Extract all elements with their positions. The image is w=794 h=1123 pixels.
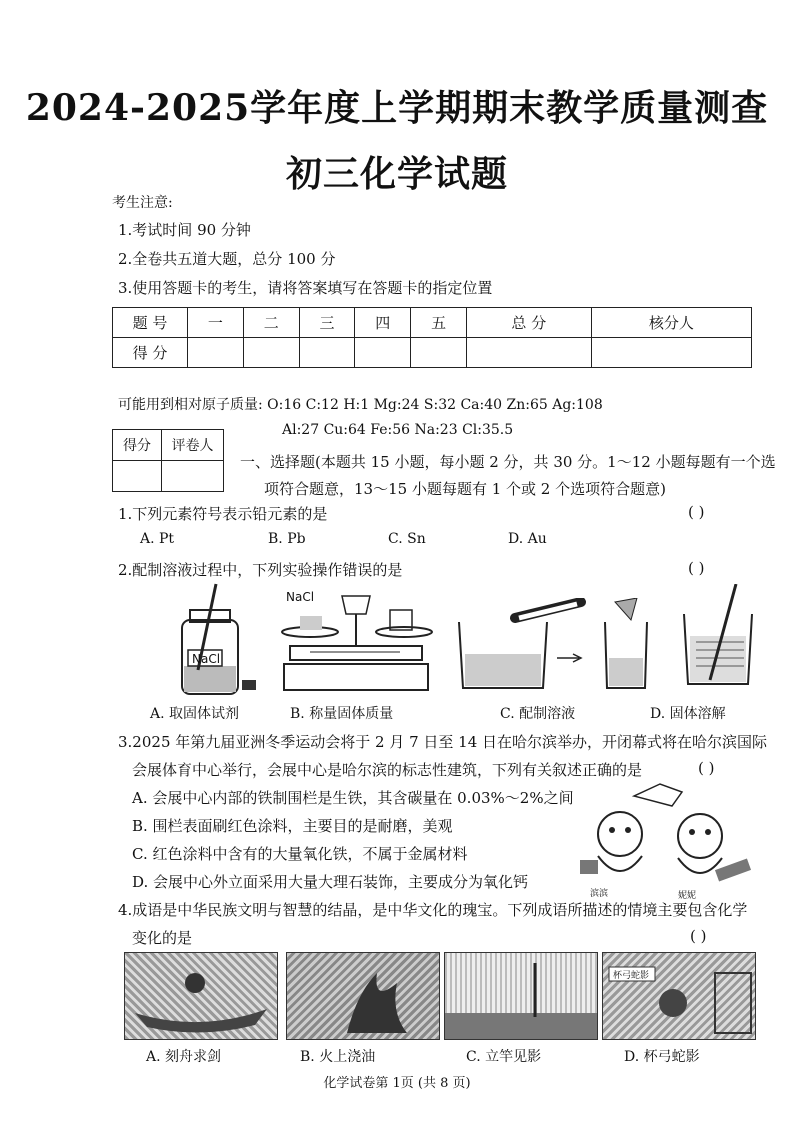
notice-item-2: 2.全卷共五道大题，总分 100 分	[118, 250, 336, 268]
q3-option-d[interactable]: D. 会展中心外立面采用大量大理石装饰，主要成分为氧化钙	[132, 873, 529, 891]
score-table-header: 题 号	[113, 308, 188, 338]
nacl-scale-label: NaCl	[286, 590, 315, 604]
q4-option-b[interactable]: B. 火上浇油	[300, 1049, 376, 1065]
notice-item-1: 1.考试时间 90 分钟	[118, 221, 251, 239]
q1-option-d[interactable]: D. Au	[508, 531, 547, 547]
q3-stem-line-2: 会展体育中心举行，会展中心是哈尔滨的标志性建筑，下列有关叙述正确的是	[132, 761, 643, 779]
score-table	[112, 307, 752, 368]
q2-stem: 2.配制溶液过程中，下列实验操作错误的是	[118, 561, 403, 579]
q4-option-a[interactable]: A. 刻舟求剑	[146, 1049, 222, 1065]
page-title: 2024-2025学年度上学期期末教学质量测查	[25, 87, 769, 129]
score-table-header: 五	[411, 308, 467, 338]
page-subtitle: 初三化学试题	[285, 153, 508, 195]
grader-box-grader-cell[interactable]	[162, 461, 224, 492]
score-table-header-row	[113, 308, 752, 338]
atomic-mass-line-2: Al:27 Cu:64 Fe:56 Na:23 Cl:35.5	[282, 422, 514, 438]
q1-option-b[interactable]: B. Pb	[268, 531, 306, 547]
q1-answer-bracket[interactable]: ( )	[688, 503, 705, 521]
photo-bow-snake-text: 杯弓蛇影	[613, 971, 650, 981]
q2-option-c[interactable]: C. 配制溶液	[500, 706, 576, 722]
atomic-mass-line-1: 可能用到相对原子质量: O:16 C:12 H:1 Mg:24 S:32 Ca:40 Zn:65 Ag:108	[118, 397, 603, 413]
q2-option-d[interactable]: D. 固体溶解	[650, 706, 726, 722]
score-cell[interactable]	[411, 338, 467, 368]
q3-option-b[interactable]: B. 围栏表面刷红色涂料，主要目的是耐磨，美观	[132, 817, 453, 835]
notice-heading: 考生注意:	[112, 195, 173, 211]
score-table-score-row	[113, 338, 752, 368]
section1-heading-line-1: 一、选择题(本题共 15 小题，每小题 2 分，共 30 分。1～12 小题每题有一个选	[240, 453, 776, 471]
score-table-header: 三	[299, 308, 355, 338]
grader-box-score-cell[interactable]	[113, 461, 162, 492]
grader-box-score-label: 得分	[113, 430, 162, 461]
q1-option-c[interactable]: C. Sn	[388, 531, 426, 547]
score-table-header: 总 分	[466, 308, 591, 338]
q4-option-d[interactable]: D. 杯弓蛇影	[624, 1049, 700, 1065]
q1-option-a[interactable]: A. Pt	[140, 531, 175, 547]
score-cell[interactable]	[243, 338, 299, 368]
grader-box-grader-label: 评卷人	[162, 430, 224, 461]
q4-stem-line-1: 4.成语是中华民族文明与智慧的结晶，是中华文化的瑰宝。下列成语所描述的情境主要包含化学	[118, 901, 748, 919]
photo-pole-shadow	[444, 952, 598, 1040]
q2-answer-bracket[interactable]: ( )	[688, 559, 705, 577]
q2-option-b[interactable]: B. 称量固体质量	[290, 706, 394, 722]
mascot-label-right: 妮妮	[678, 891, 697, 901]
section1-heading-line-2: 项符合题意，13～15 小题每题有 1 个或 2 个选项符合题意)	[264, 480, 666, 498]
photo-carve-boat	[124, 952, 278, 1040]
q4-option-c[interactable]: C. 立竿见影	[466, 1049, 542, 1065]
dissolving-beaker-figure	[678, 584, 758, 688]
q4-stem-line-2: 变化的是	[132, 929, 193, 947]
q3-option-c[interactable]: C. 红色涂料中含有的大量氧化铁，不属于金属材料	[132, 845, 468, 863]
notice-item-3: 3.使用答题卡的考生，请将答案填写在答题卡的指定位置	[118, 279, 493, 297]
q1-stem: 1.下列元素符号表示铅元素的是	[118, 505, 328, 523]
mascot-illustration	[576, 776, 754, 900]
q3-answer-bracket[interactable]: ( )	[698, 759, 715, 777]
score-table-header: 一	[188, 308, 244, 338]
mascot-label-left: 滨滨	[590, 889, 609, 899]
q4-answer-bracket[interactable]: ( )	[690, 927, 707, 945]
nacl-bottle-label: NaCl	[192, 652, 221, 666]
photo-bow-snake	[602, 952, 756, 1040]
q2-option-a[interactable]: A. 取固体试剂	[150, 706, 240, 722]
grader-box	[112, 429, 224, 492]
score-cell[interactable]	[355, 338, 411, 368]
photo-fire-oil	[286, 952, 440, 1040]
score-table-header: 二	[243, 308, 299, 338]
page-footer: 化学试卷第 1页 (共 8 页)	[323, 1076, 471, 1091]
q3-option-a[interactable]: A. 会展中心内部的铁制围栏是生铁，其含碳量在 0.03%～2%之间	[132, 789, 574, 807]
q3-stem-line-1: 3.2025 年第九届亚洲冬季运动会将于 2 月 7 日至 14 日在哈尔滨举办，开闭幕式将在哈尔滨国际	[118, 733, 768, 751]
score-table-header: 四	[355, 308, 411, 338]
reagent-bottle-figure	[168, 580, 258, 698]
pouring-solution-figure	[455, 598, 665, 690]
score-table-header: 核分人	[591, 308, 751, 338]
score-cell[interactable]	[466, 338, 591, 368]
score-cell[interactable]	[591, 338, 751, 368]
score-cell[interactable]	[299, 338, 355, 368]
score-row-label: 得 分	[113, 338, 188, 368]
score-cell[interactable]	[188, 338, 244, 368]
